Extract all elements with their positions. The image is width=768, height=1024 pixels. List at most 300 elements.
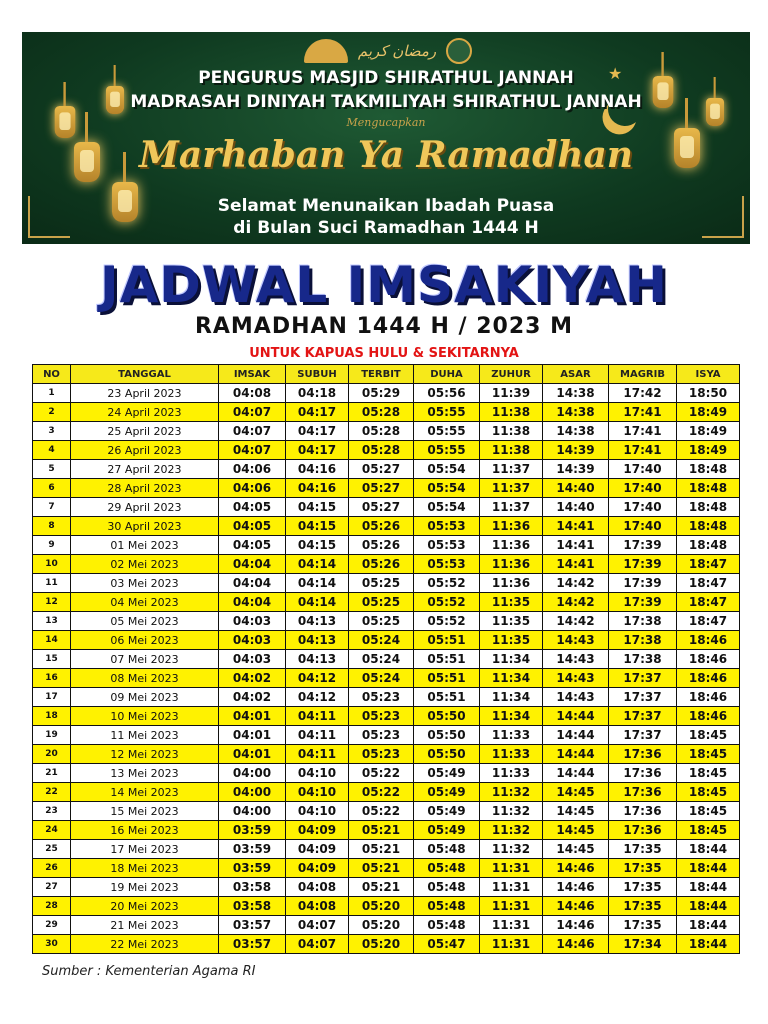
time-cell: 05:53 (414, 536, 480, 555)
time-cell: 05:25 (349, 612, 414, 631)
table-row (33, 441, 740, 460)
row-number: 4 (33, 441, 71, 460)
table-row (33, 802, 740, 821)
table-row (33, 707, 740, 726)
time-cell: 11:34 (480, 650, 543, 669)
time-cell: 05:55 (414, 403, 480, 422)
time-cell: 14:44 (543, 764, 609, 783)
date-cell: 02 Mei 2023 (71, 555, 219, 574)
time-cell: 18:45 (677, 821, 740, 840)
time-cell: 04:01 (219, 707, 286, 726)
time-cell: 05:48 (414, 878, 480, 897)
source-note: Sumber : Kementerian Agama RI (42, 964, 256, 979)
row-number: 29 (33, 916, 71, 935)
time-cell: 05:49 (414, 764, 480, 783)
date-cell: 08 Mei 2023 (71, 669, 219, 688)
table-row (33, 498, 740, 517)
table-body (33, 384, 740, 954)
time-cell: 05:55 (414, 441, 480, 460)
time-cell: 04:13 (286, 650, 349, 669)
date-cell: 24 April 2023 (71, 403, 219, 422)
table-row (33, 935, 740, 954)
time-cell: 17:39 (609, 574, 677, 593)
time-cell: 11:38 (480, 422, 543, 441)
time-cell: 11:32 (480, 821, 543, 840)
time-cell: 05:49 (414, 821, 480, 840)
header-logos (298, 38, 478, 64)
organization-name: PENGURUS MASJID SHIRATHUL JANNAH (198, 68, 574, 88)
time-cell: 17:36 (609, 802, 677, 821)
time-cell: 05:24 (349, 650, 414, 669)
time-cell: 11:32 (480, 840, 543, 859)
time-cell: 04:04 (219, 593, 286, 612)
row-number: 13 (33, 612, 71, 631)
greeting-line2: di Bulan Suci Ramadhan 1444 H (233, 218, 539, 238)
column-header: ISYA (677, 365, 740, 384)
time-cell: 11:33 (480, 726, 543, 745)
time-cell: 04:02 (219, 688, 286, 707)
time-cell: 05:23 (349, 688, 414, 707)
time-cell: 04:07 (219, 441, 286, 460)
time-cell: 18:44 (677, 935, 740, 954)
column-header: TANGGAL (71, 365, 219, 384)
time-cell: 05:21 (349, 878, 414, 897)
time-cell: 04:04 (219, 574, 286, 593)
time-cell: 14:42 (543, 612, 609, 631)
time-cell: 05:28 (349, 441, 414, 460)
time-cell: 17:37 (609, 688, 677, 707)
time-cell: 05:25 (349, 574, 414, 593)
time-cell: 18:46 (677, 650, 740, 669)
time-cell: 04:05 (219, 517, 286, 536)
column-header: DUHA (414, 365, 480, 384)
time-cell: 14:46 (543, 859, 609, 878)
time-cell: 14:46 (543, 916, 609, 935)
time-cell: 11:33 (480, 745, 543, 764)
time-cell: 05:49 (414, 802, 480, 821)
time-cell: 17:36 (609, 783, 677, 802)
table-row (33, 517, 740, 536)
time-cell: 11:31 (480, 859, 543, 878)
date-cell: 25 April 2023 (71, 422, 219, 441)
table-row (33, 631, 740, 650)
row-number: 21 (33, 764, 71, 783)
time-cell: 17:36 (609, 764, 677, 783)
row-number: 14 (33, 631, 71, 650)
time-cell: 11:34 (480, 688, 543, 707)
time-cell: 17:38 (609, 650, 677, 669)
table-row (33, 745, 740, 764)
page-title: JADWAL IMSAKIYAH (99, 256, 669, 314)
table-row (33, 764, 740, 783)
date-cell: 15 Mei 2023 (71, 802, 219, 821)
time-cell: 05:54 (414, 479, 480, 498)
date-cell: 16 Mei 2023 (71, 821, 219, 840)
table-header-row (33, 365, 740, 384)
time-cell: 14:46 (543, 878, 609, 897)
time-cell: 04:02 (219, 669, 286, 688)
time-cell: 17:35 (609, 897, 677, 916)
time-cell: 04:00 (219, 764, 286, 783)
time-cell: 04:08 (286, 897, 349, 916)
time-cell: 11:31 (480, 878, 543, 897)
row-number: 11 (33, 574, 71, 593)
time-cell: 05:28 (349, 403, 414, 422)
table-row (33, 555, 740, 574)
time-cell: 11:37 (480, 498, 543, 517)
row-number: 18 (33, 707, 71, 726)
time-cell: 04:13 (286, 631, 349, 650)
time-cell: 18:49 (677, 403, 740, 422)
time-cell: 17:39 (609, 593, 677, 612)
time-cell: 04:10 (286, 783, 349, 802)
table-row (33, 384, 740, 403)
mengucapkan-text: Mengucapkan (346, 116, 426, 129)
time-cell: 17:35 (609, 878, 677, 897)
time-cell: 05:27 (349, 498, 414, 517)
row-number: 26 (33, 859, 71, 878)
time-cell: 18:48 (677, 517, 740, 536)
table-row (33, 897, 740, 916)
column-header: ZUHUR (480, 365, 543, 384)
column-header: MAGRIB (609, 365, 677, 384)
time-cell: 11:35 (480, 612, 543, 631)
time-cell: 05:27 (349, 460, 414, 479)
time-cell: 05:25 (349, 593, 414, 612)
time-cell: 14:41 (543, 555, 609, 574)
time-cell: 17:41 (609, 422, 677, 441)
time-cell: 04:11 (286, 745, 349, 764)
table-row (33, 916, 740, 935)
time-cell: 04:00 (219, 802, 286, 821)
time-cell: 05:23 (349, 726, 414, 745)
time-cell: 18:49 (677, 422, 740, 441)
time-cell: 04:01 (219, 726, 286, 745)
time-cell: 17:40 (609, 498, 677, 517)
date-cell: 12 Mei 2023 (71, 745, 219, 764)
column-header: NO (33, 365, 71, 384)
date-cell: 19 Mei 2023 (71, 878, 219, 897)
time-cell: 18:46 (677, 707, 740, 726)
time-cell: 17:36 (609, 745, 677, 764)
time-cell: 04:10 (286, 764, 349, 783)
time-cell: 11:37 (480, 460, 543, 479)
date-cell: 01 Mei 2023 (71, 536, 219, 555)
date-cell: 05 Mei 2023 (71, 612, 219, 631)
time-cell: 05:23 (349, 707, 414, 726)
time-cell: 11:39 (480, 384, 543, 403)
time-cell: 05:53 (414, 555, 480, 574)
time-cell: 18:45 (677, 726, 740, 745)
time-cell: 04:14 (286, 555, 349, 574)
time-cell: 14:44 (543, 707, 609, 726)
time-cell: 14:43 (543, 669, 609, 688)
row-number: 28 (33, 897, 71, 916)
time-cell: 04:12 (286, 688, 349, 707)
time-cell: 04:06 (219, 479, 286, 498)
time-cell: 05:50 (414, 707, 480, 726)
time-cell: 14:38 (543, 384, 609, 403)
time-cell: 05:56 (414, 384, 480, 403)
time-cell: 14:42 (543, 593, 609, 612)
column-header: TERBIT (349, 365, 414, 384)
time-cell: 04:05 (219, 498, 286, 517)
time-cell: 04:15 (286, 517, 349, 536)
time-cell: 04:18 (286, 384, 349, 403)
ramadan-kareem-calligraphy: رمضان كريم (357, 42, 437, 60)
time-cell: 14:39 (543, 441, 609, 460)
time-cell: 03:57 (219, 935, 286, 954)
date-cell: 09 Mei 2023 (71, 688, 219, 707)
row-number: 23 (33, 802, 71, 821)
greeting-line1: Selamat Menunaikan Ibadah Puasa (217, 196, 555, 216)
date-cell: 17 Mei 2023 (71, 840, 219, 859)
row-number: 8 (33, 517, 71, 536)
time-cell: 05:21 (349, 859, 414, 878)
madrasah-name: MADRASAH DINIYAH TAKMILIYAH SHIRATHUL JANNAH (130, 92, 642, 112)
time-cell: 04:06 (219, 460, 286, 479)
row-number: 16 (33, 669, 71, 688)
column-header: ASAR (543, 365, 609, 384)
row-number: 19 (33, 726, 71, 745)
time-cell: 18:47 (677, 574, 740, 593)
date-cell: 06 Mei 2023 (71, 631, 219, 650)
time-cell: 04:09 (286, 859, 349, 878)
time-cell: 14:38 (543, 403, 609, 422)
time-cell: 11:36 (480, 555, 543, 574)
time-cell: 04:03 (219, 631, 286, 650)
ramadan-banner (22, 32, 750, 244)
date-cell: 21 Mei 2023 (71, 916, 219, 935)
time-cell: 05:51 (414, 650, 480, 669)
table-row (33, 574, 740, 593)
row-number: 7 (33, 498, 71, 517)
time-cell: 18:44 (677, 897, 740, 916)
time-cell: 05:50 (414, 726, 480, 745)
time-cell: 14:41 (543, 517, 609, 536)
time-cell: 04:10 (286, 802, 349, 821)
time-cell: 18:46 (677, 631, 740, 650)
time-cell: 05:23 (349, 745, 414, 764)
time-cell: 05:55 (414, 422, 480, 441)
time-cell: 14:45 (543, 802, 609, 821)
time-cell: 03:59 (219, 859, 286, 878)
date-cell: 28 April 2023 (71, 479, 219, 498)
time-cell: 04:07 (219, 422, 286, 441)
time-cell: 14:45 (543, 821, 609, 840)
time-cell: 11:34 (480, 669, 543, 688)
table-row (33, 422, 740, 441)
time-cell: 04:08 (219, 384, 286, 403)
table-row (33, 650, 740, 669)
time-cell: 04:03 (219, 612, 286, 631)
page-subtitle: RAMADHAN 1444 H / 2023 M (194, 314, 574, 339)
time-cell: 17:40 (609, 460, 677, 479)
time-cell: 04:05 (219, 536, 286, 555)
time-cell: 04:09 (286, 840, 349, 859)
location-label: UNTUK KAPUAS HULU & SEKITARNYA (249, 346, 519, 361)
date-cell: 13 Mei 2023 (71, 764, 219, 783)
time-cell: 14:42 (543, 574, 609, 593)
time-cell: 03:59 (219, 821, 286, 840)
time-cell: 17:40 (609, 479, 677, 498)
time-cell: 05:54 (414, 498, 480, 517)
time-cell: 05:20 (349, 916, 414, 935)
time-cell: 11:36 (480, 574, 543, 593)
time-cell: 11:33 (480, 764, 543, 783)
time-cell: 14:45 (543, 840, 609, 859)
time-cell: 14:38 (543, 422, 609, 441)
time-cell: 05:22 (349, 783, 414, 802)
time-cell: 18:47 (677, 555, 740, 574)
time-cell: 04:00 (219, 783, 286, 802)
row-number: 24 (33, 821, 71, 840)
row-number: 17 (33, 688, 71, 707)
date-cell: 10 Mei 2023 (71, 707, 219, 726)
row-number: 9 (33, 536, 71, 555)
time-cell: 04:07 (219, 403, 286, 422)
time-cell: 17:37 (609, 707, 677, 726)
time-cell: 11:38 (480, 441, 543, 460)
time-cell: 18:47 (677, 593, 740, 612)
imsakiyah-table (32, 364, 740, 954)
time-cell: 18:48 (677, 479, 740, 498)
date-cell: 14 Mei 2023 (71, 783, 219, 802)
mosque-logo-icon (304, 39, 348, 63)
column-header: SUBUH (286, 365, 349, 384)
row-number: 3 (33, 422, 71, 441)
table-row (33, 821, 740, 840)
time-cell: 05:50 (414, 745, 480, 764)
time-cell: 18:45 (677, 745, 740, 764)
time-cell: 05:49 (414, 783, 480, 802)
time-cell: 17:41 (609, 441, 677, 460)
time-cell: 17:37 (609, 726, 677, 745)
time-cell: 04:14 (286, 574, 349, 593)
time-cell: 11:35 (480, 631, 543, 650)
time-cell: 04:15 (286, 536, 349, 555)
time-cell: 05:51 (414, 669, 480, 688)
time-cell: 18:47 (677, 612, 740, 631)
time-cell: 05:26 (349, 555, 414, 574)
time-cell: 04:14 (286, 593, 349, 612)
time-cell: 14:46 (543, 935, 609, 954)
row-number: 1 (33, 384, 71, 403)
time-cell: 17:36 (609, 821, 677, 840)
time-cell: 11:31 (480, 916, 543, 935)
time-cell: 04:11 (286, 726, 349, 745)
time-cell: 11:31 (480, 935, 543, 954)
table-row (33, 593, 740, 612)
time-cell: 17:40 (609, 517, 677, 536)
table-row (33, 403, 740, 422)
time-cell: 05:28 (349, 422, 414, 441)
time-cell: 14:41 (543, 536, 609, 555)
time-cell: 18:44 (677, 916, 740, 935)
time-cell: 05:24 (349, 631, 414, 650)
row-number: 27 (33, 878, 71, 897)
time-cell: 14:43 (543, 650, 609, 669)
time-cell: 18:44 (677, 878, 740, 897)
banner-title: Marhaban Ya Ramadhan (139, 134, 633, 176)
table-row (33, 726, 740, 745)
time-cell: 05:21 (349, 821, 414, 840)
time-cell: 05:54 (414, 460, 480, 479)
table-row (33, 669, 740, 688)
time-cell: 05:48 (414, 916, 480, 935)
date-cell: 22 Mei 2023 (71, 935, 219, 954)
time-cell: 18:45 (677, 802, 740, 821)
time-cell: 04:07 (286, 935, 349, 954)
time-cell: 17:41 (609, 403, 677, 422)
time-cell: 18:45 (677, 783, 740, 802)
time-cell: 18:49 (677, 441, 740, 460)
table-row (33, 783, 740, 802)
time-cell: 14:44 (543, 726, 609, 745)
kemenag-seal-icon (446, 38, 472, 64)
table-row (33, 536, 740, 555)
row-number: 2 (33, 403, 71, 422)
time-cell: 04:16 (286, 479, 349, 498)
time-cell: 05:21 (349, 840, 414, 859)
time-cell: 14:45 (543, 783, 609, 802)
date-cell: 18 Mei 2023 (71, 859, 219, 878)
row-number: 25 (33, 840, 71, 859)
time-cell: 14:43 (543, 631, 609, 650)
date-cell: 07 Mei 2023 (71, 650, 219, 669)
time-cell: 04:17 (286, 441, 349, 460)
row-number: 12 (33, 593, 71, 612)
time-cell: 18:46 (677, 688, 740, 707)
time-cell: 05:24 (349, 669, 414, 688)
time-cell: 17:38 (609, 612, 677, 631)
date-cell: 26 April 2023 (71, 441, 219, 460)
time-cell: 05:29 (349, 384, 414, 403)
time-cell: 11:36 (480, 536, 543, 555)
time-cell: 17:34 (609, 935, 677, 954)
row-number: 30 (33, 935, 71, 954)
time-cell: 05:27 (349, 479, 414, 498)
time-cell: 11:31 (480, 897, 543, 916)
time-cell: 05:47 (414, 935, 480, 954)
time-cell: 05:20 (349, 897, 414, 916)
time-cell: 14:40 (543, 498, 609, 517)
time-cell: 04:16 (286, 460, 349, 479)
table-row (33, 479, 740, 498)
date-cell: 27 April 2023 (71, 460, 219, 479)
date-cell: 20 Mei 2023 (71, 897, 219, 916)
date-cell: 30 April 2023 (71, 517, 219, 536)
time-cell: 11:32 (480, 783, 543, 802)
date-cell: 11 Mei 2023 (71, 726, 219, 745)
time-cell: 18:48 (677, 460, 740, 479)
time-cell: 05:51 (414, 631, 480, 650)
time-cell: 04:04 (219, 555, 286, 574)
time-cell: 11:36 (480, 517, 543, 536)
time-cell: 05:20 (349, 935, 414, 954)
row-number: 15 (33, 650, 71, 669)
time-cell: 14:39 (543, 460, 609, 479)
time-cell: 04:03 (219, 650, 286, 669)
row-number: 20 (33, 745, 71, 764)
time-cell: 17:35 (609, 859, 677, 878)
time-cell: 14:46 (543, 897, 609, 916)
table-row (33, 460, 740, 479)
time-cell: 04:11 (286, 707, 349, 726)
row-number: 6 (33, 479, 71, 498)
row-number: 10 (33, 555, 71, 574)
time-cell: 04:07 (286, 916, 349, 935)
